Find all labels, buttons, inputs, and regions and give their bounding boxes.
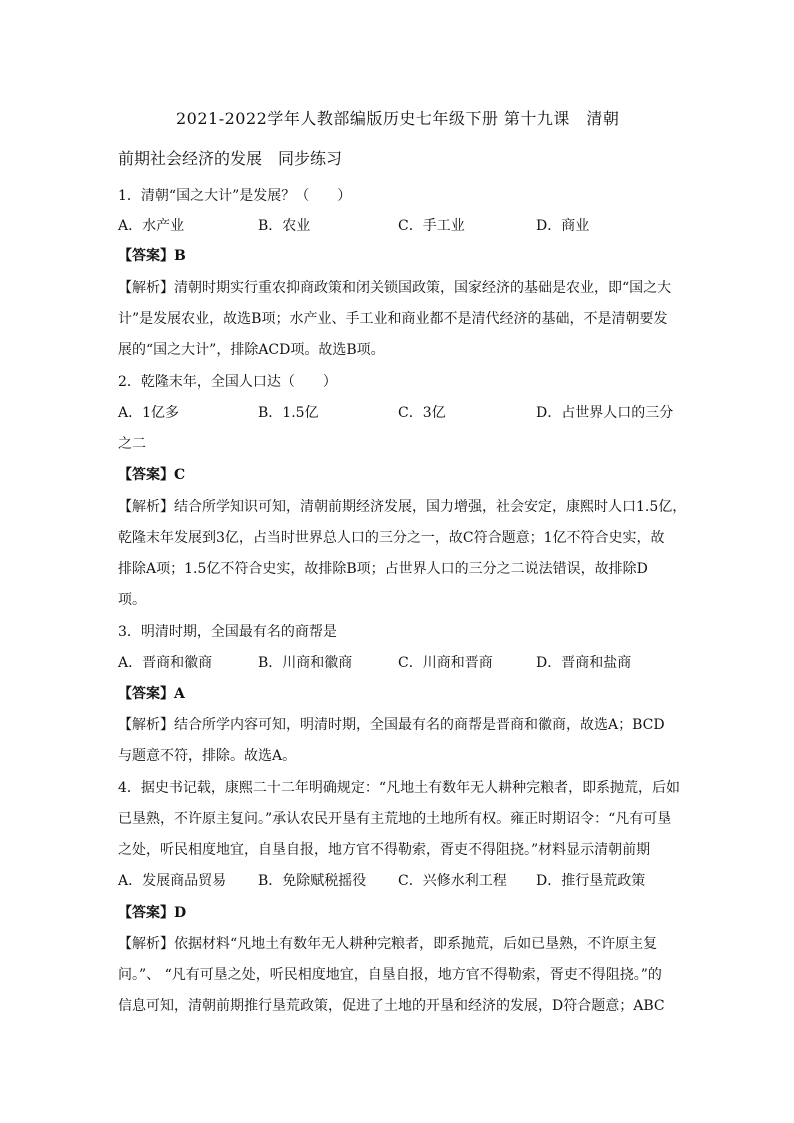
question-3-option-d: D．晋商和盐商 — [536, 655, 632, 671]
question-4-analysis-line: 信息可知，清朝前期推行垦荒政策，促进了土地的开垦和经济的发展，D符合题意；ABC — [118, 998, 665, 1014]
question-3-option-b: B．川商和徽商 — [258, 655, 353, 671]
question-4-analysis-line: 【解析】依据材料“凡地土有数年无人耕种完粮者，即系抛荒，后如已垦熟，不许原主复 — [118, 936, 658, 952]
question-2-analysis-line: 乾隆末年发展到3亿，占当时世界总人口的三分之一，故C符合题意；1亿不符合史实，故 — [118, 530, 665, 546]
question-1-analysis-line: 展的“国之大计”，排除ACD项。故选B项。 — [118, 342, 385, 358]
question-4-option-b: B．免除赋税摇役 — [258, 873, 367, 889]
question-4-analysis-line: 问。”、 “凡有可垦之处，听民相度地宜，自垦自报，地方官不得勒索，胥吏不得阻挠。”的 — [118, 967, 662, 983]
question-1-analysis-line: 计”是发展农业，故选B项；水产业、手工业和商业都不是清代经济的基础，不是清朝要发 — [118, 311, 668, 327]
question-2-option-a: A．1亿多 — [118, 405, 180, 421]
question-1-stem: 1．清朝“国之大计”是发展？（ ） — [118, 188, 352, 204]
question-2-analysis-line: 【解析】结合所学知识可知，清朝前期经济发展，国力增强，社会安定，康熙时人口1.5亿， — [118, 499, 687, 515]
question-2-option-d-wrap: 之二 — [118, 436, 146, 452]
question-3-option-c: C．川商和晋商 — [398, 655, 493, 671]
question-2-analysis-line: 排除A项；1.5亿不符合史实，故排除B项；占世界人口的三分之二说法错误，故排除D — [118, 561, 648, 577]
question-4-option-a: A．发展商品贸易 — [118, 873, 227, 889]
question-4-option-c: C．兴修水利工程 — [398, 873, 507, 889]
document-title-line-1: 2021-2022学年人教部编版历史七年级下册 第十九课 清朝 — [176, 109, 620, 128]
question-1-answer: 【答案】B — [118, 248, 186, 264]
question-4-answer: 【答案】D — [118, 905, 187, 921]
question-4-stem-line: 4．据史书记载，康熙二十二年明确规定：“凡地土有数年无人耕种完粮者，即系抛荒，后如 — [118, 780, 681, 796]
question-1-analysis-line: 【解析】清朝时期实行重农抑商政策和闭关锁国政策，国家经济的基础是农业，即“国之大 — [118, 280, 672, 296]
question-3-analysis-line: 【解析】结合所学内容可知，明清时期，全国最有名的商帮是晋商和徽商，故选A；BCD — [118, 717, 665, 733]
question-2-option-d: D．占世界人口的三分 — [536, 405, 674, 421]
question-1-option-d: D．商业 — [536, 218, 590, 234]
question-1-option-b: B．农业 — [258, 218, 311, 234]
question-2-stem: 2．乾隆末年，全国人口达（ ） — [118, 374, 337, 390]
document-title-line-2: 前期社会经济的发展 同步练习 — [118, 149, 343, 168]
question-1-option-c: C．手工业 — [398, 218, 465, 234]
question-2-option-b: B．1.5亿 — [258, 405, 319, 421]
question-3-answer: 【答案】A — [118, 686, 185, 702]
question-4-option-d: D．推行垦荒政策 — [536, 873, 646, 889]
question-3-option-a: A．晋商和徽商 — [118, 655, 213, 671]
question-1-option-a: A．水产业 — [118, 218, 185, 234]
question-2-answer: 【答案】C — [118, 467, 186, 483]
question-4-stem-line: 之处，听民相度地宜，自垦自报，地方官不得勒索，胥吏不得阻挠。”材料显示清朝前期 — [118, 842, 651, 858]
question-4-stem-line: 已垦熟，不许原主复问。”承认农民开垦有主荒地的土地所有权。雍正时期诏令：“凡有可垦 — [118, 811, 672, 827]
question-3-stem: 3．明清时期，全国最有名的商帮是 — [118, 624, 337, 640]
question-2-option-c: C．3亿 — [398, 405, 446, 421]
question-3-analysis-line: 与题意不符，排除。故选A。 — [118, 748, 297, 764]
question-2-analysis-line: 项。 — [118, 592, 146, 608]
